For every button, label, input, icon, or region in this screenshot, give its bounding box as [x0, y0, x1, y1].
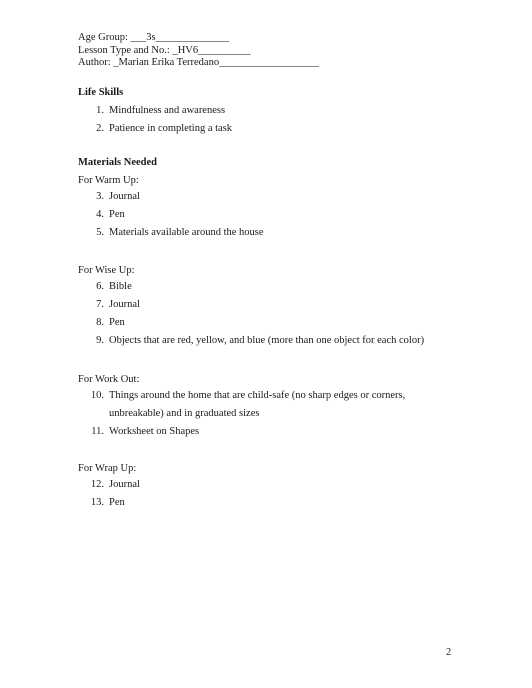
item-text: Journal — [109, 479, 140, 490]
list-item — [78, 314, 424, 332]
list-item — [78, 224, 264, 242]
list-item — [78, 278, 424, 296]
author-line — [78, 57, 319, 70]
wise-up-section — [78, 264, 424, 350]
item-number: 6. — [96, 281, 104, 292]
list-item — [78, 494, 140, 512]
item-text: Bible — [109, 281, 132, 292]
item-text: Mindfulness and awareness — [109, 105, 226, 116]
lesson-value: _HV6__________ — [169, 44, 251, 56]
item-text: Pen — [109, 317, 125, 328]
list-item — [78, 387, 409, 423]
lesson-header — [78, 32, 319, 70]
life-skills-section — [78, 86, 232, 138]
age-group-label: Age Group: — [78, 32, 128, 43]
list-item — [78, 206, 264, 224]
wise-up-list — [78, 278, 424, 350]
wise-up-label: For Wise Up: — [78, 265, 135, 276]
item-text: Worksheet on Shapes — [109, 426, 200, 437]
item-text: Journal — [109, 191, 140, 202]
list-item — [78, 476, 140, 494]
list-item — [78, 296, 424, 314]
work-out-section — [78, 373, 409, 441]
materials-section — [78, 156, 264, 242]
item-number: 9. — [96, 335, 104, 346]
work-out-label: For Work Out: — [78, 374, 140, 385]
list-item — [78, 423, 409, 441]
author-value: _Marian Erika Terredano___________________ — [110, 57, 319, 68]
item-text: Things around the home that are child-safe (no sharp edges or corners, unbreakable) and in graduated sizes — [109, 390, 406, 419]
item-number: 11. — [91, 426, 104, 437]
item-number: 4. — [96, 209, 104, 220]
item-text: Objects that are red, yellow, and blue (more than one object for each color) — [109, 335, 425, 346]
wrap-up-label: For Wrap Up: — [78, 463, 137, 474]
work-out-list — [78, 387, 409, 441]
item-number: 8. — [96, 317, 104, 328]
item-text: Patience in completing a task — [109, 123, 233, 134]
warm-up-label: For Warm Up: — [78, 175, 139, 186]
item-number: 10. — [90, 390, 104, 401]
item-number: 7. — [96, 299, 104, 310]
age-group-value: ___3s______________ — [127, 32, 230, 43]
list-item — [78, 102, 232, 120]
age-group-line — [78, 32, 319, 45]
item-number: 3. — [96, 191, 104, 202]
item-number: 5. — [96, 227, 104, 238]
list-item — [78, 188, 264, 206]
list-item — [78, 120, 232, 138]
item-number: 12. — [90, 479, 104, 490]
wrap-up-list — [78, 476, 140, 512]
materials-heading: Materials Needed — [78, 157, 158, 168]
item-text: Pen — [109, 209, 125, 220]
item-number: 1. — [96, 105, 104, 116]
life-skills-list — [78, 102, 232, 138]
lesson-line — [78, 45, 319, 58]
lesson-label: Lesson Type and No.: — [78, 44, 170, 56]
list-item — [78, 332, 424, 350]
wrap-up-section — [78, 462, 140, 512]
item-number: 13. — [90, 497, 104, 508]
life-skills-heading: Life Skills — [78, 87, 124, 98]
item-number: 2. — [96, 123, 104, 134]
warm-up-list — [78, 188, 264, 242]
item-text: Journal — [109, 299, 140, 310]
item-text: Materials available around the house — [109, 227, 264, 238]
page-number: 2 — [446, 647, 452, 658]
author-label: Author: — [78, 57, 111, 68]
item-text: Pen — [109, 497, 125, 508]
